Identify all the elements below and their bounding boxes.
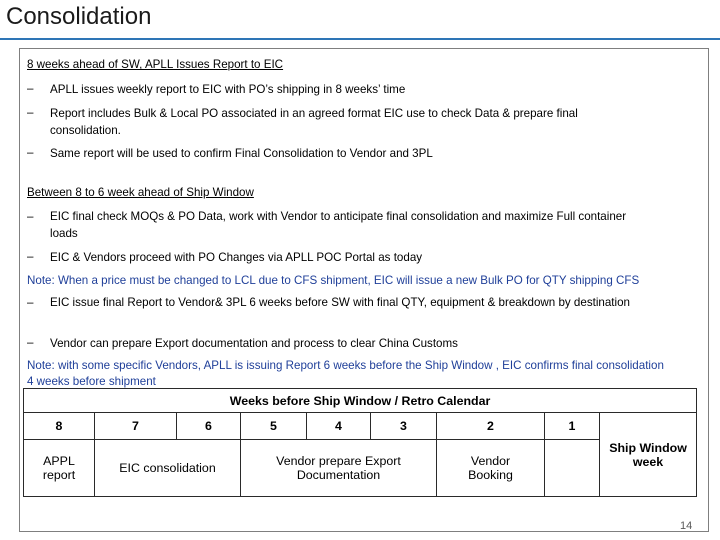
vendor-report-note bbox=[27, 358, 667, 390]
note2-text: with some specific Vendors, APLL is issuing Report 6 weeks before the Ship Window , EIC confirms final consolidation 4 weeks before shipment bbox=[27, 359, 664, 388]
note-label: Note bbox=[27, 274, 52, 287]
bullet-marker: – bbox=[27, 336, 34, 349]
calendar-header: Weeks before Ship Window / Retro Calendar bbox=[24, 389, 697, 413]
retro-calendar-table bbox=[23, 388, 697, 497]
section1-bullet-3: Same report will be used to confirm Final Consolidation to Vendor and 3PL bbox=[50, 147, 433, 160]
eic-consolidation-cell: EIC consolidation bbox=[95, 440, 241, 497]
vendor-booking-cell: Vendor Booking bbox=[437, 440, 545, 497]
section1-heading: 8 weeks ahead of SW, APLL Issues Report to EIC bbox=[27, 58, 284, 71]
week-5: 5 bbox=[241, 413, 307, 440]
bullet-marker: – bbox=[27, 106, 34, 119]
note2-label: Note: bbox=[27, 359, 55, 372]
week-6: 6 bbox=[177, 413, 241, 440]
week-7: 7 bbox=[95, 413, 177, 440]
page-title: Consolidation bbox=[6, 3, 152, 30]
appl-report-cell: APPL report bbox=[24, 440, 95, 497]
week-8: 8 bbox=[24, 413, 95, 440]
empty-cell bbox=[545, 440, 600, 497]
week-1: 1 bbox=[545, 413, 600, 440]
week-4: 4 bbox=[307, 413, 371, 440]
section2-heading: Between 8 to 6 week ahead of Ship Window bbox=[27, 186, 254, 199]
price-change-note bbox=[27, 273, 707, 289]
section2-bullet-3: EIC issue final Report to Vendor& 3PL 6 weeks before SW with final QTY, equipment & breakdown by destination bbox=[50, 296, 631, 309]
bullet-marker: – bbox=[27, 146, 34, 159]
section2-bullet-1: EIC final check MOQs & PO Data, work with Vendor to anticipate final consolidation and maximize Full container loads bbox=[50, 210, 627, 240]
vendor-export-cell: Vendor prepare Export Documentation bbox=[241, 440, 437, 497]
week-3: 3 bbox=[371, 413, 437, 440]
bullet-marker: – bbox=[27, 210, 34, 223]
week-2: 2 bbox=[437, 413, 545, 440]
bullet-marker: – bbox=[27, 250, 34, 263]
section1-bullet-2: Report includes Bulk & Local PO associated in an agreed format EIC use to check Data & prepare final consolidation. bbox=[50, 107, 578, 137]
bullet-marker: – bbox=[27, 296, 34, 309]
note-text: : When a price must be changed to LCL due to CFS shipment, EIC will issue a new Bulk PO for QTY shipping CFS bbox=[51, 274, 640, 287]
title-divider bbox=[0, 38, 720, 40]
ship-window-cell: Ship Window week bbox=[600, 413, 697, 497]
page-number: 14 bbox=[680, 520, 693, 532]
section2-bullet-2: EIC & Vendors proceed with PO Changes via APLL POC Portal as today bbox=[50, 251, 423, 264]
section2-bullet-4: Vendor can prepare Export documentation and process to clear China Customs bbox=[50, 337, 458, 350]
section1-bullet-1: APLL issues weekly report to EIC with PO’s shipping in 8 weeks’ time bbox=[50, 83, 406, 96]
bullet-marker: – bbox=[27, 82, 34, 95]
